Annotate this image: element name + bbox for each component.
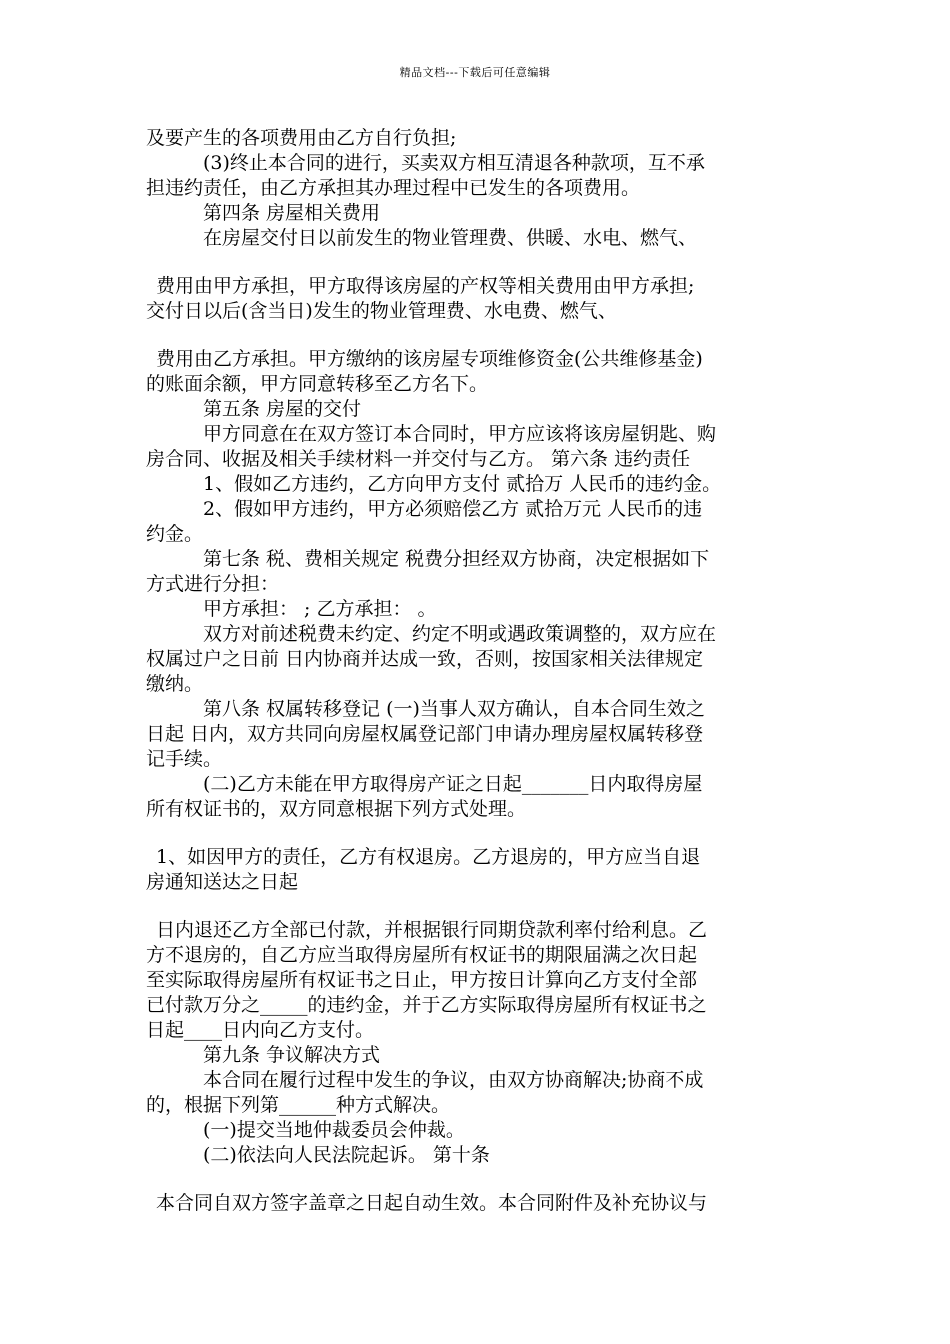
text-line: 方式进行分担：	[146, 573, 280, 595]
text-line: 双方对前述税费未约定、约定不明或遇政策调整的，双方应在	[203, 623, 717, 645]
text-line: 交付日以后(含当日)发生的物业管理费、水电费、燃气、	[146, 300, 617, 322]
blank-gap	[146, 251, 810, 274]
text-line: 费用由甲方承担，甲方取得该房屋的产权等相关费用由甲方承担;	[156, 275, 695, 297]
blank-gap	[146, 324, 810, 347]
text-line: 方不退房的，自乙方应当取得房屋所有权证书的期限届满之次日起	[146, 944, 698, 966]
text-line: 缴纳。	[146, 673, 204, 695]
blank-gap	[146, 895, 810, 918]
text-line: 约金。	[146, 523, 204, 545]
text-line: 房通知送达之日起	[146, 871, 299, 893]
text-line: 记手续。	[146, 748, 223, 770]
text-line: 的，根据下列第______种方式解决。	[146, 1094, 451, 1116]
contract-body	[146, 126, 810, 1216]
section-heading: 第五条 房屋的交付	[203, 398, 362, 420]
text-line: 日起____日内向乙方支付。	[146, 1019, 375, 1041]
text-line: (二)依法向人民法院起诉。 第十条	[203, 1144, 490, 1166]
text-line: 费用由乙方承担。甲方缴纳的该房屋专项维修资金(公共维修基金)	[156, 348, 703, 370]
section-heading: 第四条 房屋相关费用	[203, 202, 381, 224]
text-line: 本合同在履行过程中发生的争议，由双方协商解决;协商不成	[203, 1069, 704, 1091]
text-line: (一)提交当地仲裁委员会仲裁。	[203, 1119, 465, 1141]
text-line: (二)乙方未能在甲方取得房产证之日起_______日内取得房屋	[203, 773, 703, 795]
text-line: 权属过户之日前 日内协商并达成一致，否则，按国家相关法律规定	[146, 648, 704, 670]
text-line: 房合同、收据及相关手续材料一并交付与乙方。 第六条 违约责任	[146, 448, 691, 470]
text-line: 担违约责任，由乙方承担其办理过程中已发生的各项费用。	[146, 177, 641, 199]
text-line: 在房屋交付日以前发生的物业管理费、供暖、水电、燃气、	[203, 227, 698, 249]
blank-gap	[146, 822, 810, 845]
blank-gap	[146, 1168, 810, 1191]
section-heading: 第八条 权属转移登记 (一)当事人双方确认，自本合同生效之	[203, 698, 705, 720]
text-line: 至实际取得房屋所有权证书之日止，甲方按日计算向乙方支付全部	[146, 969, 698, 991]
text-line: 甲方同意在在双方签订本合同时，甲方应该将该房屋钥匙、购	[203, 423, 717, 445]
text-line: 1、假如乙方违约，乙方向甲方支付 贰拾万 人民币的违约金。	[203, 473, 722, 495]
section-heading: 第七条 税、费相关规定 税费分担经双方协商，决定根据如下	[203, 548, 710, 570]
text-line: (3)终止本合同的进行，买卖双方相互清退各种款项，互不承	[203, 152, 705, 174]
text-line: 日内退还乙方全部已付款，并根据银行同期贷款利率付给利息。乙	[156, 919, 708, 941]
text-line: 2、假如甲方违约，甲方必须赔偿乙方 贰拾万元 人民币的违	[203, 498, 703, 520]
section-heading: 第九条 争议解决方式	[203, 1044, 381, 1066]
text-line: 所有权证书的，双方同意根据下列方式处理。	[146, 798, 527, 820]
page-header: 精品文档---下载后可任意编辑	[399, 66, 551, 79]
text-line: 的账面余额，甲方同意转移至乙方名下。	[146, 373, 489, 395]
text-line: 已付款万分之_____的违约金，并于乙方实际取得房屋所有权证书之	[146, 994, 707, 1016]
text-line: 日起 日内，双方共同向房屋权属登记部门申请办理房屋权属转移登	[146, 723, 704, 745]
text-line: 本合同自双方签字盖章之日起自动生效。本合同附件及补充协议与	[156, 1192, 708, 1214]
text-line: 甲方承担： ; 乙方承担： 。	[203, 598, 437, 620]
text-line: 及要产生的各项费用由乙方自行负担;	[146, 127, 457, 149]
text-line: 1、如因甲方的责任，乙方有权退房。乙方退房的，甲方应当自退	[156, 846, 701, 868]
